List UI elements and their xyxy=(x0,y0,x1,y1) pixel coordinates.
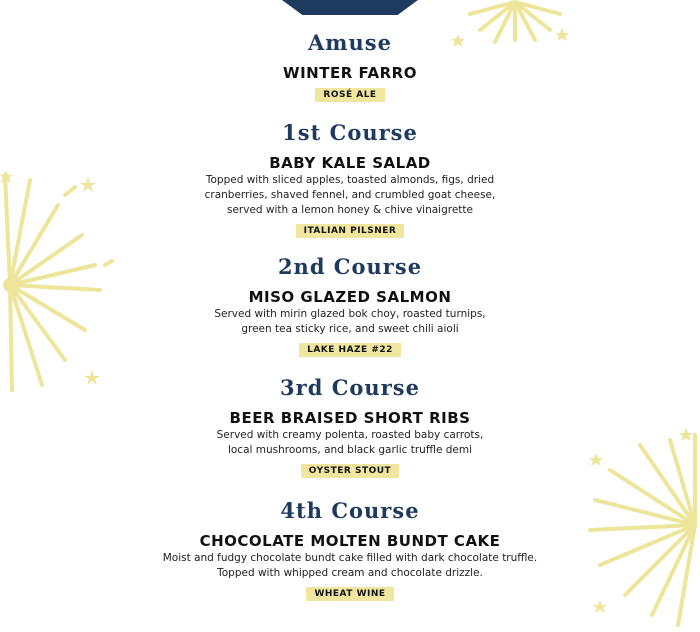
dish-description xyxy=(0,551,700,581)
course-title: 1st Course xyxy=(282,120,418,145)
description-line: Served with mirin glazed bok choy, roasted turnips, xyxy=(214,308,486,320)
description-line: Topped with sliced apples, toasted almonds, figs, dried xyxy=(205,174,495,186)
description-line: green tea sticky rice, and sweet chili aioli xyxy=(241,323,459,335)
top-banner xyxy=(282,0,418,15)
description-line: served with a lemon honey & chive vinaigrette xyxy=(226,204,473,216)
description-line: Served with creamy polenta, roasted baby carrots, xyxy=(216,429,484,441)
pairing-badge: ROSÉ ALE xyxy=(315,88,384,102)
pairing-badge: ITALIAN PILSNER xyxy=(296,224,405,238)
dish-name: BEER BRAISED SHORT RIBS xyxy=(229,409,471,427)
dish-description xyxy=(0,428,700,458)
course-1 xyxy=(0,120,700,238)
course-3 xyxy=(0,375,700,478)
description-line: Moist and fudgy chocolate bundt cake filled with dark chocolate truffle. xyxy=(162,552,538,564)
pairing-badge: WHEAT WINE xyxy=(306,587,393,601)
dish-name: WINTER FARRO xyxy=(283,64,417,82)
course-2 xyxy=(0,254,700,357)
dish-name: BABY KALE SALAD xyxy=(269,154,431,172)
dish-name: MISO GLAZED SALMON xyxy=(248,288,452,306)
course-title: 3rd Course xyxy=(280,375,420,400)
dish-description xyxy=(0,173,700,218)
dish-description xyxy=(0,307,700,337)
pairing-badge: OYSTER STOUT xyxy=(301,464,399,478)
description-line: local mushrooms, and black garlic truffle demi xyxy=(227,444,473,456)
course-title: 2nd Course xyxy=(277,254,423,279)
course-amuse xyxy=(0,30,700,102)
course-title: Amuse xyxy=(308,30,392,55)
course-title: 4th Course xyxy=(280,498,420,523)
description-line: Topped with whipped cream and chocolate drizzle. xyxy=(217,567,483,579)
dish-name: CHOCOLATE MOLTEN BUNDT CAKE xyxy=(199,532,501,550)
course-4 xyxy=(0,498,700,601)
description-line: cranberries, shaved fennel, and crumbled goat cheese, xyxy=(204,189,496,201)
pairing-badge: LAKE HAZE #22 xyxy=(299,343,401,357)
